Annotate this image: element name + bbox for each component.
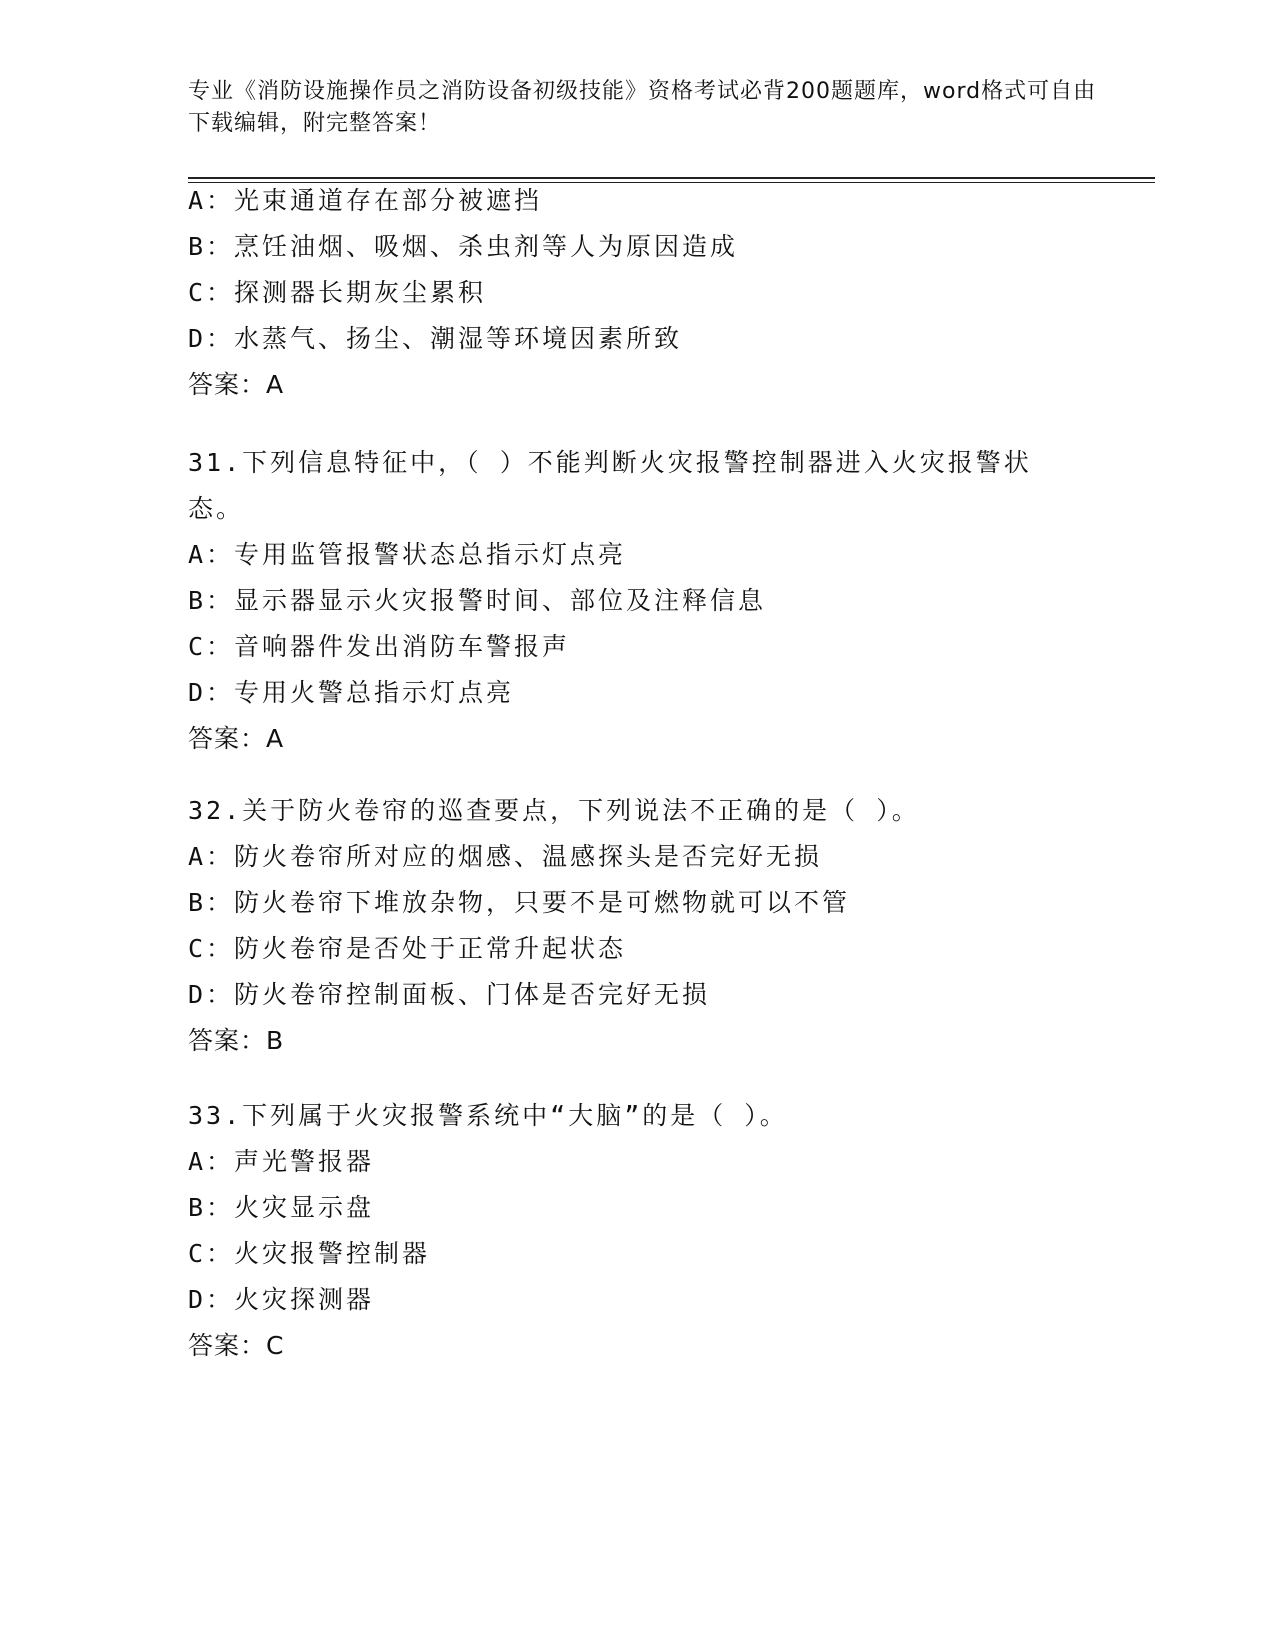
- option-a: A：专用监管报警状态总指示灯点亮: [188, 540, 627, 569]
- answer: 答案：C: [188, 1331, 285, 1360]
- option-b: B：显示器显示火灾报警时间、部位及注释信息: [188, 586, 767, 615]
- option-c: C：音响器件发出消防车警报声: [188, 632, 571, 661]
- option-d: D：火灾探测器: [188, 1285, 375, 1314]
- question-text: 31.下列信息特征中，（ ）不能判断火灾报警控制器进入火灾报警状态。: [188, 448, 1032, 523]
- document-header: 专业《消防设施操作员之消防设备初级技能》资格考试必背200题题库，word格式可自由下载编辑，附完整答案！: [188, 79, 1097, 136]
- option-d: D：防火卷帘控制面板、门体是否完好无损: [188, 980, 711, 1009]
- answer: 答案：A: [188, 724, 285, 753]
- question-text: 33.下列属于火灾报警系统中“大脑”的是（ ）。: [188, 1101, 788, 1130]
- option-c: C：火灾报警控制器: [188, 1239, 431, 1268]
- option-b: B：防火卷帘下堆放杂物，只要不是可燃物就可以不管: [188, 888, 851, 917]
- option-c: C：探测器长期灰尘累积: [188, 278, 487, 307]
- option-b: B：烹饪油烟、吸烟、杀虫剂等人为原因造成: [188, 232, 739, 261]
- question-32: [188, 788, 1088, 1064]
- option-c: C：防火卷帘是否处于正常升起状态: [188, 934, 627, 963]
- answer: 答案：B: [188, 1026, 285, 1055]
- option-d: D：专用火警总指示灯点亮: [188, 678, 515, 707]
- option-b: B：火灾显示盘: [188, 1193, 375, 1222]
- answer: 答案：A: [188, 370, 285, 399]
- option-a: A：光束通道存在部分被遮挡: [188, 186, 543, 215]
- question-text: 32.关于防火卷帘的巡查要点，下列说法不正确的是（ ）。: [188, 796, 920, 825]
- option-d: D：水蒸气、扬尘、潮湿等环境因素所致: [188, 324, 683, 353]
- question-31: [188, 440, 1088, 762]
- option-a: A：防火卷帘所对应的烟感、温感探头是否完好无损: [188, 842, 823, 871]
- question-30-continuation: [188, 178, 1088, 408]
- question-33: [188, 1093, 1088, 1369]
- option-a: A：声光警报器: [188, 1147, 375, 1176]
